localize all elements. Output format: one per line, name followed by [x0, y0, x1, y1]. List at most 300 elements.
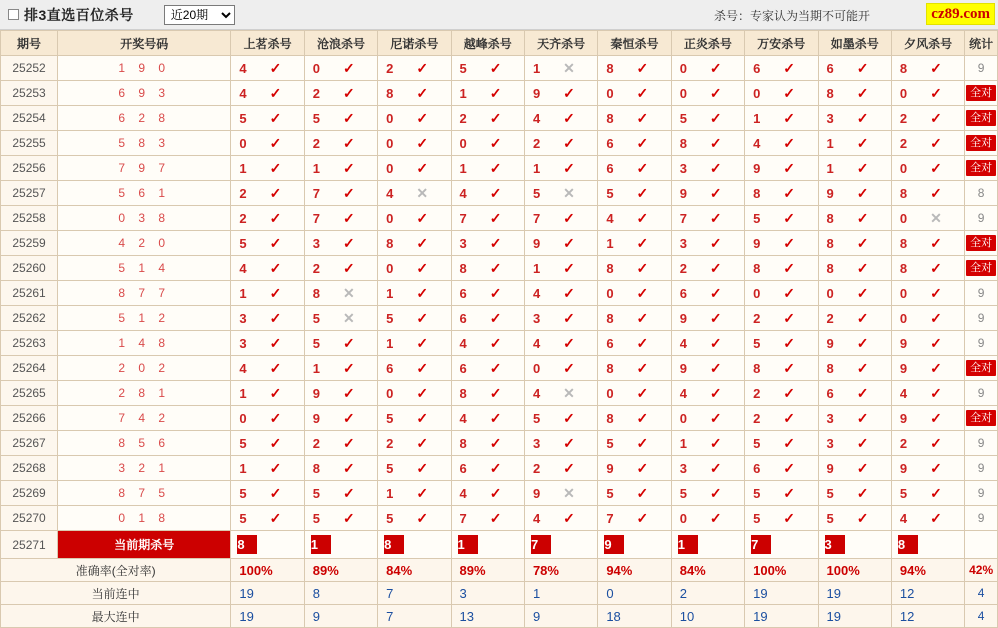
kill-number: 8: [386, 235, 394, 251]
kill-number: 0: [386, 210, 394, 226]
cell-open-numbers: 0 1 8: [58, 506, 231, 531]
table-head: [1, 31, 998, 56]
cell-open-numbers: 6 9 3: [58, 81, 231, 106]
check-icon: ✓: [269, 335, 282, 351]
cell-expert-3: [378, 106, 451, 131]
check-icon: ✓: [342, 360, 355, 376]
cell-expert-2: [304, 181, 377, 206]
kill-number: 5: [386, 410, 394, 426]
column-header-open-numbers[interactable]: 开奖号码: [58, 31, 231, 56]
kill-number: 0: [899, 85, 908, 101]
check-icon: ✓: [930, 260, 942, 276]
cell-expert-1: [231, 106, 304, 131]
check-icon: ✓: [856, 485, 869, 501]
cell-expert-4: [451, 156, 524, 181]
column-header-expert-6[interactable]: 秦恒杀号: [598, 31, 671, 56]
cell-expert-6: [598, 131, 671, 156]
cell-expert-10: [891, 106, 964, 131]
column-header-expert-10[interactable]: 夕风杀号: [891, 31, 964, 56]
cell-expert-5: [524, 206, 597, 231]
check-icon: ✓: [636, 135, 649, 151]
kill-number: 1: [239, 285, 247, 301]
cell-open-numbers: 7 4 2: [58, 406, 231, 431]
kill-number: 8: [899, 60, 908, 76]
table-row: [1, 331, 998, 356]
check-icon: ✓: [269, 360, 282, 376]
kill-number: 4: [679, 385, 687, 401]
cell-expert-8: [745, 381, 818, 406]
cell-expert-6: [598, 406, 671, 431]
summary-value-expert-6: 0: [598, 582, 671, 605]
current-kill-number: 1: [311, 535, 331, 554]
current-period-label: 当前期杀号: [58, 531, 231, 559]
check-icon: ✓: [342, 410, 355, 426]
toolbar: [0, 0, 998, 30]
kill-number: 6: [459, 460, 467, 476]
column-header-expert-9[interactable]: 如墨杀号: [818, 31, 891, 56]
kill-number: 1: [679, 435, 687, 451]
kill-number: 8: [606, 60, 614, 76]
cell-stat: [965, 106, 998, 131]
kill-number: 0: [606, 385, 614, 401]
check-icon: ✓: [416, 60, 429, 76]
cell-expert-9: [818, 481, 891, 506]
cell-expert-6: [598, 431, 671, 456]
check-icon: ✓: [563, 510, 575, 526]
kill-number: 1: [386, 335, 394, 351]
cell-expert-1: [231, 256, 304, 281]
check-icon: ✓: [783, 210, 796, 226]
cell-open-numbers: 5 1 2: [58, 306, 231, 331]
cell-expert-9: [818, 81, 891, 106]
check-icon: ✓: [489, 260, 502, 276]
kill-number: 5: [239, 435, 247, 451]
site-logo: cz89.com: [926, 3, 995, 25]
kill-number: 4: [532, 510, 541, 526]
check-icon: ✓: [269, 435, 282, 451]
cell-period[interactable]: 25270: [1, 506, 58, 531]
cell-stat: 9: [965, 281, 998, 306]
cell-period[interactable]: 25254: [1, 106, 58, 131]
kill-number: 3: [239, 310, 247, 326]
cell-expert-9: [818, 356, 891, 381]
kill-number: 5: [532, 185, 541, 201]
kill-number: 8: [826, 210, 834, 226]
cell-expert-2: [304, 131, 377, 156]
check-icon: ✓: [930, 510, 942, 526]
cell-expert-3: [378, 206, 451, 231]
check-icon: ✓: [709, 460, 722, 476]
cell-period[interactable]: 25252: [1, 56, 58, 81]
table-row: [1, 406, 998, 431]
cell-period[interactable]: 25257: [1, 181, 58, 206]
cell-expert-8: [745, 56, 818, 81]
kill-number: 5: [606, 485, 614, 501]
kill-number: 8: [753, 360, 761, 376]
cell-expert-2: [304, 406, 377, 431]
cell-current-expert-2: [304, 531, 377, 559]
summary-row: [1, 582, 998, 605]
cross-icon: ✕: [416, 185, 429, 201]
kill-number: 1: [239, 460, 247, 476]
cell-period[interactable]: 25253: [1, 81, 58, 106]
cell-expert-1: [231, 206, 304, 231]
status-badge: 全对: [966, 160, 996, 176]
cell-expert-10: [891, 456, 964, 481]
period-select[interactable]: [164, 5, 235, 25]
cell-expert-10: [891, 81, 964, 106]
cell-expert-7: [671, 406, 744, 431]
check-icon: ✓: [342, 485, 355, 501]
check-icon: ✓: [709, 435, 722, 451]
cell-expert-5: [524, 131, 597, 156]
check-icon: ✓: [709, 60, 722, 76]
cell-current-expert-8: [745, 531, 818, 559]
cell-expert-1: [231, 331, 304, 356]
cell-expert-7: [671, 431, 744, 456]
cell-period[interactable]: 25261: [1, 281, 58, 306]
cell-expert-7: [671, 106, 744, 131]
check-icon: ✓: [709, 360, 722, 376]
kill-number: 5: [239, 235, 247, 251]
check-icon: ✓: [636, 260, 649, 276]
cell-expert-8: [745, 406, 818, 431]
check-icon: ✓: [342, 85, 355, 101]
kill-number: 6: [753, 460, 761, 476]
cell-period[interactable]: 25263: [1, 331, 58, 356]
check-icon: ✓: [783, 410, 796, 426]
kill-number: 3: [679, 460, 687, 476]
cell-stat: 8: [965, 181, 998, 206]
column-header-expert-5[interactable]: 天齐杀号: [524, 31, 597, 56]
kill-number: 3: [679, 235, 687, 251]
cell-open-numbers: 2 0 2: [58, 356, 231, 381]
cell-expert-6: [598, 81, 671, 106]
kill-number: 6: [679, 285, 687, 301]
select-all-checkbox[interactable]: [8, 9, 19, 20]
kill-number: 7: [606, 510, 614, 526]
check-icon: ✓: [416, 310, 429, 326]
kill-number: 8: [606, 410, 614, 426]
check-icon: ✓: [489, 385, 502, 401]
check-icon: ✓: [636, 435, 649, 451]
cell-expert-1: [231, 456, 304, 481]
cell-expert-4: [451, 281, 524, 306]
check-icon: ✓: [856, 135, 869, 151]
kill-number: 9: [679, 185, 687, 201]
cell-expert-2: [304, 456, 377, 481]
check-icon: ✓: [342, 60, 355, 76]
kill-number: 2: [753, 385, 761, 401]
check-icon: ✓: [783, 60, 796, 76]
check-icon: ✓: [709, 410, 722, 426]
kill-number: 8: [826, 235, 834, 251]
check-icon: ✓: [709, 135, 722, 151]
current-kill-number: 8: [898, 535, 918, 554]
table-row: [1, 81, 998, 106]
cell-current-expert-1: [231, 531, 304, 559]
cross-icon: ✕: [930, 210, 942, 226]
summary-value-expert-1: 100%: [231, 559, 304, 582]
check-icon: ✓: [563, 360, 575, 376]
kill-number: 4: [679, 335, 687, 351]
cell-expert-8: [745, 456, 818, 481]
column-header-period[interactable]: 期号: [1, 31, 58, 56]
cell-expert-6: [598, 256, 671, 281]
cell-expert-1: [231, 356, 304, 381]
check-icon: ✓: [636, 285, 649, 301]
kill-number: 0: [899, 160, 908, 176]
kill-number: 4: [459, 335, 467, 351]
check-icon: ✓: [930, 310, 942, 326]
kill-number: 5: [826, 485, 834, 501]
cell-expert-3: [378, 381, 451, 406]
kill-number: 0: [826, 285, 834, 301]
cell-expert-1: [231, 506, 304, 531]
column-header-expert-4[interactable]: 越峰杀号: [451, 31, 524, 56]
kill-number: 1: [239, 385, 247, 401]
cell-expert-3: [378, 456, 451, 481]
cell-expert-9: [818, 181, 891, 206]
check-icon: ✓: [489, 510, 502, 526]
cell-expert-9: [818, 381, 891, 406]
kill-number: 9: [753, 160, 761, 176]
cell-expert-4: [451, 206, 524, 231]
cell-expert-8: [745, 256, 818, 281]
cell-period[interactable]: 25262: [1, 306, 58, 331]
check-icon: ✓: [856, 410, 869, 426]
cell-expert-3: [378, 431, 451, 456]
column-header-expert-7[interactable]: 正炎杀号: [671, 31, 744, 56]
check-icon: ✓: [636, 510, 649, 526]
cell-stat: 9: [965, 56, 998, 81]
summary-value-expert-8: 100%: [745, 559, 818, 582]
kill-number: 8: [386, 85, 394, 101]
check-icon: ✓: [416, 235, 429, 251]
cell-expert-9: [818, 156, 891, 181]
kill-number: 0: [899, 285, 908, 301]
cell-expert-5: [524, 156, 597, 181]
table-row: [1, 156, 998, 181]
cell-expert-4: [451, 106, 524, 131]
status-badge: 全对: [966, 110, 996, 126]
cell-expert-6: [598, 481, 671, 506]
cell-open-numbers: 5 6 1: [58, 181, 231, 206]
cell-expert-1: [231, 306, 304, 331]
column-header-expert-8[interactable]: 万安杀号: [745, 31, 818, 56]
check-icon: ✓: [856, 310, 869, 326]
check-icon: ✓: [416, 160, 429, 176]
cross-icon: ✕: [563, 385, 575, 401]
summary-value-expert-4: 3: [451, 582, 524, 605]
kill-number: 5: [899, 485, 908, 501]
cell-expert-2: [304, 306, 377, 331]
column-header-stat[interactable]: 统计: [965, 31, 998, 56]
cell-expert-4: [451, 306, 524, 331]
cell-expert-2: [304, 81, 377, 106]
cell-expert-6: [598, 506, 671, 531]
cell-expert-5: [524, 381, 597, 406]
cell-expert-5: [524, 481, 597, 506]
check-icon: ✓: [930, 360, 942, 376]
check-icon: ✓: [636, 335, 649, 351]
cell-expert-7: [671, 156, 744, 181]
cell-period[interactable]: 25269: [1, 481, 58, 506]
kill-number: 5: [606, 435, 614, 451]
check-icon: ✓: [783, 310, 796, 326]
check-icon: ✓: [856, 160, 869, 176]
check-icon: ✓: [636, 385, 649, 401]
summary-label: 准确率(全对率): [1, 559, 231, 582]
cell-expert-6: [598, 181, 671, 206]
kill-number: 0: [606, 85, 614, 101]
cell-period[interactable]: 25258: [1, 206, 58, 231]
cell-period[interactable]: 25260: [1, 256, 58, 281]
kill-number-table: [0, 30, 998, 628]
check-icon: ✓: [269, 160, 282, 176]
summary-value-expert-2: 8: [304, 582, 377, 605]
check-icon: ✓: [342, 460, 355, 476]
kill-number: 0: [386, 260, 394, 276]
table-row: [1, 306, 998, 331]
cell-expert-2: [304, 206, 377, 231]
cell-expert-10: [891, 481, 964, 506]
column-header-expert-2[interactable]: 沧浪杀号: [304, 31, 377, 56]
cell-expert-9: [818, 206, 891, 231]
check-icon: ✓: [783, 110, 796, 126]
cell-period[interactable]: 25256: [1, 156, 58, 181]
check-icon: ✓: [563, 260, 575, 276]
kill-number: 4: [239, 260, 247, 276]
cross-icon: ✕: [563, 485, 575, 501]
cell-expert-1: [231, 431, 304, 456]
check-icon: ✓: [709, 185, 722, 201]
current-period-row: [1, 531, 998, 559]
kill-number: 5: [753, 335, 761, 351]
summary-row: [1, 559, 998, 582]
cell-period[interactable]: 25255: [1, 131, 58, 156]
check-icon: ✓: [856, 235, 869, 251]
cell-expert-4: [451, 431, 524, 456]
check-icon: ✓: [269, 385, 282, 401]
kill-number: 9: [826, 335, 834, 351]
check-icon: ✓: [783, 260, 796, 276]
cell-period[interactable]: 25268: [1, 456, 58, 481]
cell-expert-2: [304, 331, 377, 356]
cell-expert-7: [671, 131, 744, 156]
kill-number: 7: [679, 210, 687, 226]
cell-expert-10: [891, 406, 964, 431]
summary-value-expert-1: 19: [231, 605, 304, 628]
cell-expert-5: [524, 56, 597, 81]
cell-expert-7: [671, 506, 744, 531]
kill-number: 1: [459, 85, 467, 101]
cell-expert-3: [378, 506, 451, 531]
current-kill-number: 9: [604, 535, 624, 554]
kill-number: 8: [312, 285, 320, 301]
cell-expert-3: [378, 406, 451, 431]
kill-number: 4: [239, 360, 247, 376]
check-icon: ✓: [269, 410, 282, 426]
cell-expert-6: [598, 56, 671, 81]
cell-expert-8: [745, 181, 818, 206]
current-kill-number: 1: [458, 535, 478, 554]
check-icon: ✓: [636, 60, 649, 76]
check-icon: ✓: [563, 235, 575, 251]
summary-value-expert-5: 9: [524, 605, 597, 628]
check-icon: ✓: [489, 360, 502, 376]
kill-number: 2: [312, 435, 320, 451]
check-icon: ✓: [783, 85, 796, 101]
check-icon: ✓: [563, 310, 575, 326]
kill-number: 8: [753, 185, 761, 201]
cell-period[interactable]: 25267: [1, 431, 58, 456]
kill-number: 6: [606, 160, 614, 176]
kill-number: 0: [312, 60, 320, 76]
cell-expert-8: [745, 431, 818, 456]
cell-current-expert-5: [524, 531, 597, 559]
cell-expert-2: [304, 356, 377, 381]
check-icon: ✓: [783, 385, 796, 401]
cell-expert-10: [891, 256, 964, 281]
cell-expert-8: [745, 506, 818, 531]
kill-number: 9: [532, 235, 541, 251]
check-icon: ✓: [930, 485, 942, 501]
check-icon: ✓: [783, 235, 796, 251]
check-icon: ✓: [856, 260, 869, 276]
column-header-expert-3[interactable]: 尼诺杀号: [378, 31, 451, 56]
kill-number: 7: [459, 510, 467, 526]
check-icon: ✓: [636, 110, 649, 126]
cell-period[interactable]: 25265: [1, 381, 58, 406]
cell-expert-5: [524, 331, 597, 356]
kill-number: 2: [899, 435, 908, 451]
kill-number: 3: [826, 410, 834, 426]
cell-period[interactable]: 25264: [1, 356, 58, 381]
cell-expert-3: [378, 306, 451, 331]
cell-open-numbers: 7 9 7: [58, 156, 231, 181]
summary-row: [1, 605, 998, 628]
check-icon: ✓: [563, 435, 575, 451]
table-row: [1, 431, 998, 456]
check-icon: ✓: [269, 510, 282, 526]
cell-period[interactable]: 25266: [1, 406, 58, 431]
check-icon: ✓: [636, 310, 649, 326]
kill-number: 0: [753, 285, 761, 301]
kill-number: 1: [826, 135, 834, 151]
cell-expert-10: [891, 431, 964, 456]
cell-expert-7: [671, 181, 744, 206]
kill-number: 3: [826, 110, 834, 126]
column-header-expert-1[interactable]: 上茗杀号: [231, 31, 304, 56]
kill-number: 8: [679, 135, 687, 151]
check-icon: ✓: [416, 510, 429, 526]
cell-current-period: 25271: [1, 531, 58, 559]
summary-value-expert-3: 7: [378, 582, 451, 605]
cell-expert-6: [598, 381, 671, 406]
kill-number: 5: [239, 485, 247, 501]
cell-expert-4: [451, 131, 524, 156]
kill-number: 2: [753, 310, 761, 326]
cell-expert-9: [818, 131, 891, 156]
cell-period[interactable]: 25259: [1, 231, 58, 256]
check-icon: ✓: [342, 160, 355, 176]
kill-number: 0: [679, 510, 687, 526]
kill-number: 0: [386, 110, 394, 126]
cell-open-numbers: 5 8 3: [58, 131, 231, 156]
check-icon: ✓: [636, 160, 649, 176]
cell-current-expert-3: [378, 531, 451, 559]
